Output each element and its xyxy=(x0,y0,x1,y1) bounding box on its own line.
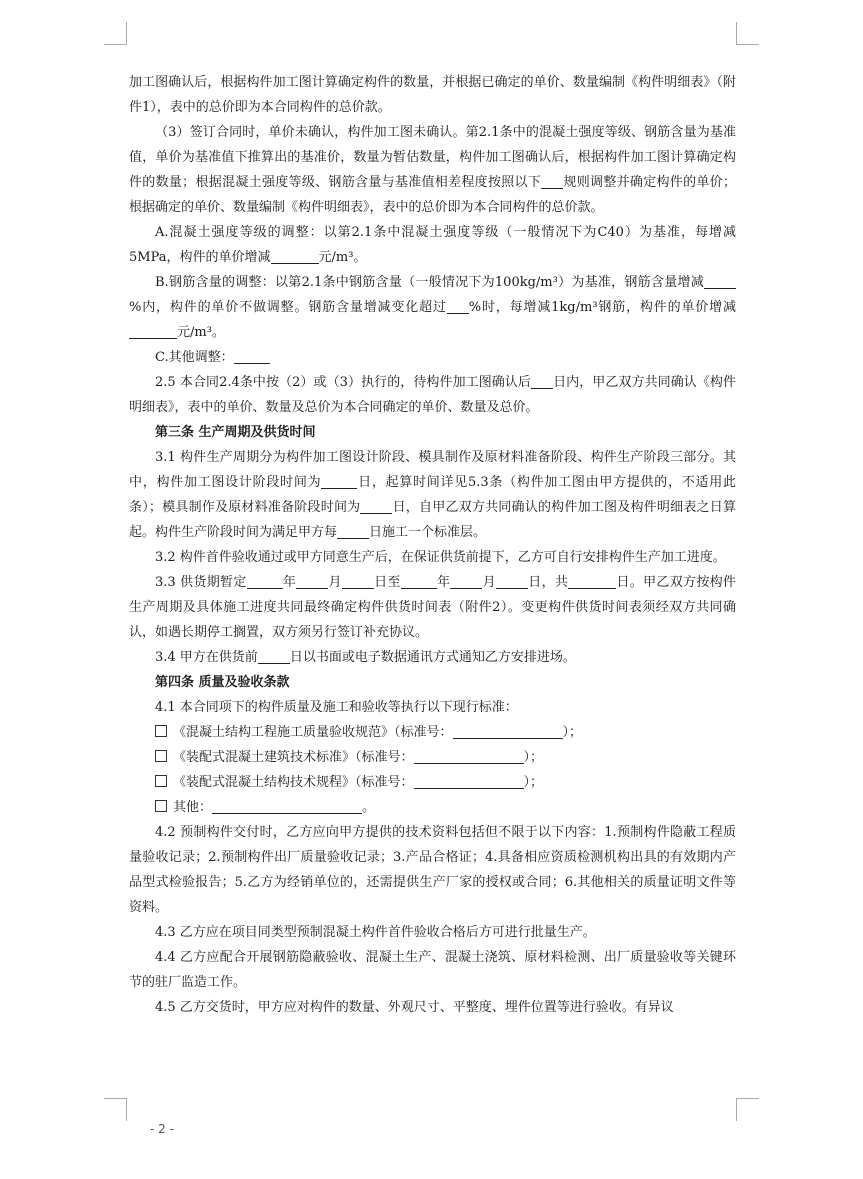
blank-line[interactable] xyxy=(453,724,563,739)
text: %内，构件的单价不做调整。钢筋含量增减变化超过 xyxy=(129,300,447,315)
blank-line[interactable] xyxy=(414,749,524,764)
text: （3）签订合同时，单价未确认，构件加工图未确认。第2.1条中的混凝土强度等级、钢筋含量为基准值，单价为基准值下推算出的基准价，数量为暂估数量，构件加工图确认后，根据构件加工图计算确定构件的数量；根据混凝土强度等级、钢筋含量与基准值相差程度按照以下 xyxy=(129,125,736,190)
text: 日。甲乙双方按构件生产周期及具体施工进度共同最终确定构件供货时间表（附件2）。变更构件供货时间表须经双方共同确认，如遇长期停工搁置，双方须另行签订补充协议。 xyxy=(129,575,736,640)
text: 《装配式混凝土建筑技术标准》（标准号： xyxy=(173,750,414,765)
blank-line[interactable] xyxy=(321,474,357,489)
crop-mark-bottom-left xyxy=(104,1098,127,1121)
paragraph xyxy=(129,645,736,670)
document-body xyxy=(129,70,736,1020)
blank-line[interactable] xyxy=(258,649,290,664)
text: 年 xyxy=(282,575,297,590)
text: 日，共 xyxy=(527,575,569,590)
text: 日，起算时间详见5.3条（构件加工图由甲方提供的，不适用此条）；模具制作及原材料准备阶段时间为 xyxy=(129,475,736,515)
text: B.钢筋含量的调整：以第2.1条中钢筋含量（一般情况下为100kg/m³）为基准，钢筋含量增减 xyxy=(155,275,704,290)
paragraph xyxy=(129,220,736,270)
blank-line[interactable] xyxy=(704,274,736,289)
text: 其他： xyxy=(173,800,213,815)
section-heading: 第三条 生产周期及供货时间 xyxy=(155,425,316,440)
blank-line[interactable] xyxy=(541,174,563,189)
text: 月 xyxy=(328,575,342,590)
page-number: - 2 - xyxy=(150,1122,174,1136)
text: 3.1 构件生产周期分为构件加工图设计阶段、模具制作及原材料准备阶段、构件生产阶段三部分。其中，构件加工图设计阶段时间为 xyxy=(129,450,736,490)
blank-line[interactable] xyxy=(212,799,362,814)
blank-line[interactable] xyxy=(414,774,524,789)
text: A.混凝土强度等级的调整：以第2.1条中混凝土强度等级（一般情况下为C40）为基准，每增减5MPa，构件的单价增减 xyxy=(129,225,736,265)
text: 。 xyxy=(362,800,376,815)
text: ）； xyxy=(523,750,544,765)
section-heading: 第四条 质量及验收条款 xyxy=(155,675,290,690)
paragraph: 4.1 本合同项下的构件质量及施工和验收等执行以下现行标准： xyxy=(155,700,518,715)
paragraph xyxy=(129,270,736,345)
standard-item xyxy=(129,770,736,795)
text: 元/m³。 xyxy=(318,250,367,265)
paragraph: 3.2 构件首件验收通过或甲方同意生产后，在保证供货前提下，乙方可自行安排构件生产加工进度。 xyxy=(155,550,726,565)
blank-line[interactable] xyxy=(234,349,270,364)
text: 年 xyxy=(436,575,451,590)
blank-line[interactable] xyxy=(342,574,374,589)
text: 日施工一个标准层。 xyxy=(369,525,487,540)
blank-line[interactable] xyxy=(296,574,328,589)
paragraph: 4.2 预制构件交付时，乙方应向甲方提供的技术资料包括但不限于以下内容：1.预制构件隐蔽工程质量验收记录；2.预制构件出厂质量验收记录；3.产品合格证；4.具备相应资质检测机构出具的有效期内产品型式检验报告；5.乙方为经销单位的，还需提供生产厂家的授权或合同；6.其他相关的质量证明文件等资料。 xyxy=(129,825,736,915)
blank-line[interactable] xyxy=(447,299,469,314)
standard-item xyxy=(129,720,736,745)
text: 3.4 甲方在供货前 xyxy=(155,650,258,665)
checkbox[interactable] xyxy=(155,775,167,787)
text: 3.3 供货期暂定 xyxy=(155,575,247,590)
standard-item xyxy=(129,745,736,770)
blank-line[interactable] xyxy=(337,524,369,539)
crop-mark-bottom-right xyxy=(736,1098,759,1121)
text: %时，每增减1kg/m³钢筋，构件的单价增减 xyxy=(468,300,736,315)
text: 《装配式混凝土结构技术规程》（标准号： xyxy=(173,775,414,790)
text: 《混凝土结构工程施工质量验收规范》（标准号： xyxy=(173,725,453,740)
paragraph xyxy=(129,345,736,370)
paragraph: 4.4 乙方应配合开展钢筋隐蔽验收、混凝土生产、混凝土浇筑、原材料检测、出厂质量验收等关键环节的驻厂监造工作。 xyxy=(129,950,736,990)
text: 日以书面或电子数据通讯方式通知乙方安排进场。 xyxy=(289,650,576,665)
blank-line[interactable] xyxy=(360,499,392,514)
paragraph xyxy=(129,370,736,420)
crop-mark-top-left xyxy=(104,22,127,45)
blank-line[interactable] xyxy=(271,249,319,264)
text: 规则调整并确定构件的单价；根据确定的单价、数量编制《构件明细表》，表中的总价即为本合同构件的总价款。 xyxy=(129,175,736,215)
text: 日内，甲乙双方共同确认《构件明细表》，表中的单价、数量及总价为本合同确定的单价、数量及总价。 xyxy=(129,375,736,415)
checkbox[interactable] xyxy=(155,750,167,762)
text: ）； xyxy=(523,775,544,790)
text: ）； xyxy=(562,725,583,740)
paragraph xyxy=(129,445,736,545)
text: 日，自甲乙双方共同确认的构件加工图及构件明细表之日算起。构件生产阶段时间为满足甲方每 xyxy=(129,500,736,540)
crop-mark-top-right xyxy=(736,22,759,45)
blank-line[interactable] xyxy=(450,574,482,589)
blank-line[interactable] xyxy=(531,374,553,389)
paragraph xyxy=(129,120,736,220)
blank-line[interactable] xyxy=(496,574,528,589)
blank-line[interactable] xyxy=(401,574,437,589)
paragraph xyxy=(129,570,736,645)
paragraph: 4.3 乙方应在项目同类型预制混凝土构件首件验收合格后方可进行批量生产。 xyxy=(155,925,596,940)
blank-line[interactable] xyxy=(129,324,177,339)
paragraph: 加工图确认后，根据构件加工图计算确定构件的数量，并根据已确定的单价、数量编制《构件明细表》（附件1），表中的总价即为本合同构件的总价款。 xyxy=(129,75,736,115)
text: 2.5 本合同2.4条中按（2）或（3）执行的，待构件加工图确认后 xyxy=(155,375,531,390)
checkbox[interactable] xyxy=(155,725,167,737)
text: 日至 xyxy=(373,575,401,590)
blank-line[interactable] xyxy=(568,574,616,589)
text: 元/m³。 xyxy=(177,325,225,340)
text: 月 xyxy=(482,575,496,590)
paragraph: 4.5 乙方交货时，甲方应对构件的数量、外观尺寸、平整度、埋件位置等进行验收。有异议 xyxy=(155,1000,674,1015)
text: C.其他调整： xyxy=(155,350,234,365)
checkbox[interactable] xyxy=(155,800,167,812)
standard-item xyxy=(129,795,736,820)
blank-line[interactable] xyxy=(247,574,283,589)
